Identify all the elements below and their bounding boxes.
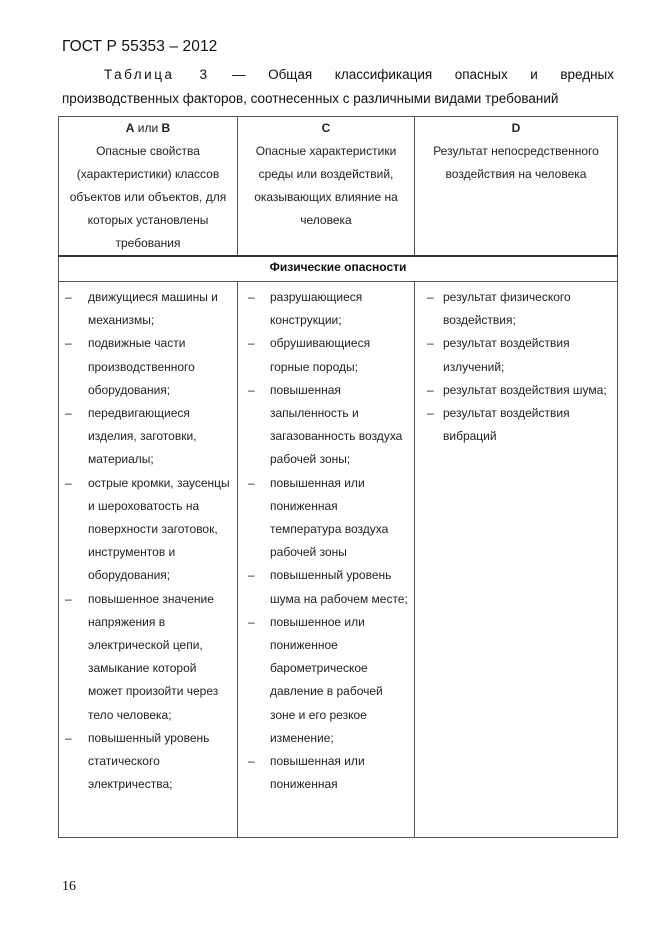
document-header: ГОСТ Р 55353 – 2012 bbox=[62, 38, 218, 55]
table-caption-line-1 bbox=[62, 63, 614, 87]
list-dash: – bbox=[248, 336, 255, 351]
list-item-text: подвижные части производственного оборудования; bbox=[88, 336, 195, 397]
hazard-classification-table bbox=[58, 116, 618, 838]
list-item bbox=[238, 750, 414, 796]
section-row bbox=[59, 256, 618, 282]
list-dash: – bbox=[65, 591, 72, 606]
list-dash: – bbox=[427, 406, 434, 421]
list-dash: – bbox=[248, 568, 255, 583]
list-item bbox=[415, 286, 617, 332]
list-item-text: повышенное значение напряжения в электрической цепи, замыкание которой может произойти через тело человека; bbox=[88, 591, 219, 722]
column-header-c-letter: C bbox=[321, 121, 331, 135]
list-item-text: обрушивающиеся горные породы; bbox=[270, 336, 371, 374]
column-header-c bbox=[238, 117, 415, 257]
list-item bbox=[238, 286, 414, 332]
list-dash: – bbox=[248, 754, 255, 769]
list-item bbox=[415, 332, 617, 378]
column-header-d-letter: D bbox=[511, 121, 521, 135]
table-caption-title: — Общая классификация опасных и вредных bbox=[232, 67, 614, 82]
list-dash: – bbox=[65, 475, 72, 490]
table-header-row bbox=[59, 117, 618, 257]
list-item bbox=[59, 286, 237, 332]
list-item-text: результат физического воздействия; bbox=[443, 290, 571, 328]
column-d-cell bbox=[415, 282, 618, 838]
list-item-text: повышенное или пониженное барометрическое давление в рабочей зоне и его резкое изменение; bbox=[270, 614, 383, 745]
list-dash: – bbox=[65, 336, 72, 351]
section-title-physical-hazards: Физические опасности bbox=[59, 256, 618, 282]
column-ab-list bbox=[59, 282, 237, 796]
page-number: 16 bbox=[62, 879, 76, 894]
column-header-d bbox=[415, 117, 618, 257]
list-dash: – bbox=[427, 336, 434, 351]
list-item bbox=[59, 588, 237, 727]
list-dash: – bbox=[248, 614, 255, 629]
list-item bbox=[415, 402, 617, 448]
list-item bbox=[238, 379, 414, 472]
list-dash: – bbox=[427, 382, 434, 397]
list-item bbox=[238, 472, 414, 565]
column-header-d-description: Результат непосредственного воздействия на человека bbox=[433, 144, 599, 181]
list-item bbox=[59, 727, 237, 797]
column-header-c-description: Опасные характеристики среды или воздействий, оказывающих влияние на человека bbox=[254, 144, 398, 227]
list-dash: – bbox=[65, 730, 72, 745]
list-item-text: движущиеся машины и механизмы; bbox=[88, 290, 218, 328]
list-item bbox=[59, 332, 237, 402]
list-item bbox=[238, 611, 414, 750]
list-item-text: результат воздействия вибраций bbox=[443, 406, 570, 444]
list-item bbox=[59, 472, 237, 588]
list-item-text: разрушающиеся конструкции; bbox=[270, 290, 363, 328]
table-caption-line-2: производственных факторов, соотнесенных с различными видами требований bbox=[62, 91, 559, 106]
list-item bbox=[238, 332, 414, 378]
column-c-cell bbox=[238, 282, 415, 838]
list-item-text: повышенная запыленность и загазованность воздуха рабочей зоны; bbox=[270, 382, 403, 467]
table-caption-lead: Таблица 3 bbox=[104, 67, 210, 82]
list-item bbox=[59, 402, 237, 472]
column-d-list bbox=[415, 282, 617, 448]
list-item-text: результат воздействия излучений; bbox=[443, 336, 570, 374]
column-header-ab bbox=[59, 117, 238, 257]
list-item bbox=[238, 564, 414, 610]
list-item-text: повышенный уровень шума на рабочем месте; bbox=[270, 568, 408, 606]
list-item-text: повышенная или пониженная температура воздуха рабочей зоны bbox=[270, 475, 389, 560]
column-ab-cell bbox=[59, 282, 238, 838]
list-item bbox=[415, 379, 617, 402]
column-c-list bbox=[238, 282, 414, 796]
list-item-text: повышенный уровень статического электричества; bbox=[88, 730, 210, 792]
column-header-ab-letters: A или B bbox=[125, 121, 171, 135]
list-item-text: передвигающиеся изделия, заготовки, материалы; bbox=[88, 406, 197, 467]
list-dash: – bbox=[248, 290, 255, 304]
table-body-row bbox=[59, 282, 618, 838]
list-dash: – bbox=[427, 290, 434, 304]
list-item-text: острые кромки, заусенцы и шероховатость на поверхности заготовок, инструментов и оборудования; bbox=[88, 475, 230, 583]
list-item-text: повышенная или пониженная bbox=[270, 754, 365, 792]
column-header-ab-description: Опасные свойства (характеристики) классов объектов или объектов, для которых установлены требования bbox=[69, 144, 227, 250]
list-dash: – bbox=[65, 290, 72, 304]
list-item-text: результат воздействия шума; bbox=[443, 382, 607, 397]
list-dash: – bbox=[248, 382, 255, 397]
list-dash: – bbox=[65, 406, 72, 421]
list-dash: – bbox=[248, 475, 255, 490]
